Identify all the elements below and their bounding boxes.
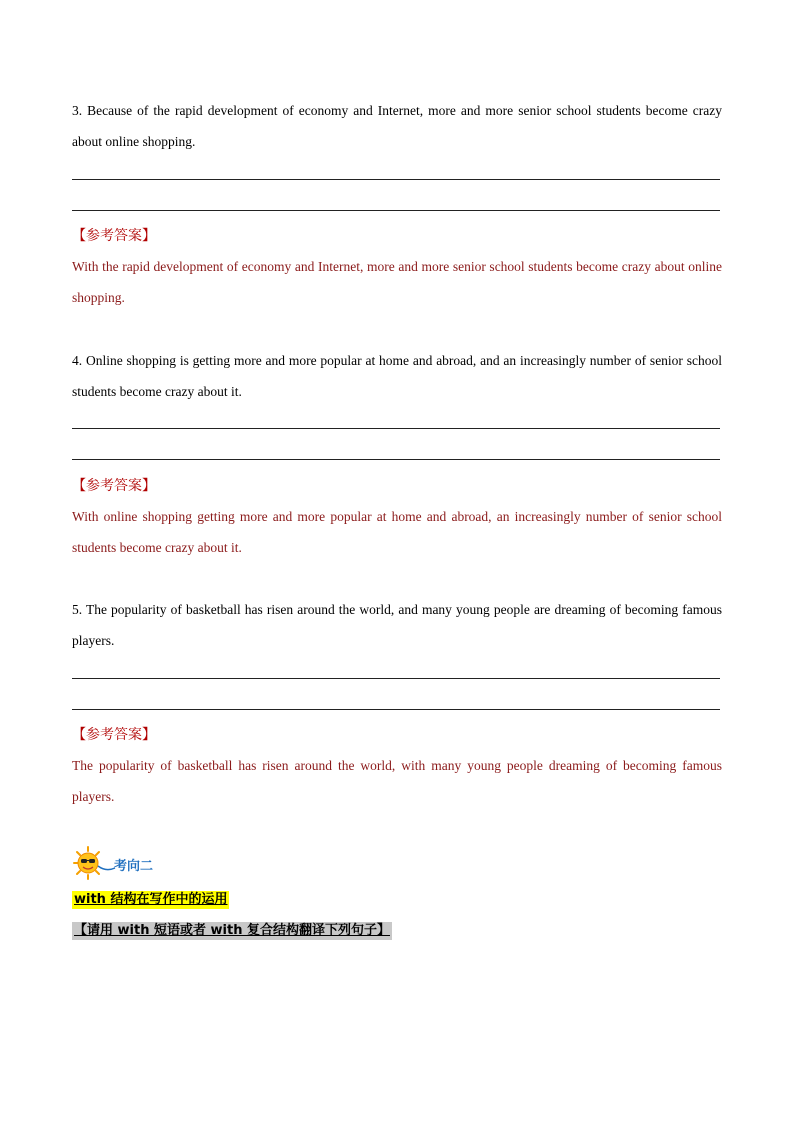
question-4-answer: With online shopping getting more and more popular at home and abroad, an increasingly number of senior school students become crazy about it. <box>72 509 722 555</box>
answer-line <box>72 678 720 679</box>
question-3-answer: With the rapid development of economy and Internet, more and more senior school students become crazy about online shopping. <box>72 259 722 305</box>
answer-label: 【参考答案】 <box>72 228 156 244</box>
section-title: 考向二 <box>114 859 154 874</box>
answer-line <box>72 459 720 460</box>
question-5-answer: The popularity of basketball has risen around the world, with many young people dreaming of becoming famous players. <box>72 758 722 804</box>
question-4-text: 4. Online shopping is getting more and more popular at home and abroad, and an increasingly number of senior school students become crazy about it. <box>72 353 722 399</box>
answer-line <box>72 179 720 180</box>
answer-line <box>72 709 720 710</box>
question-5-text: 5. The popularity of basketball has risen around the world, and many young people are dreaming of becoming famous players. <box>72 602 722 648</box>
question-3-text: 3. Because of the rapid development of economy and Internet, more and more senior school students become crazy about online shopping. <box>72 103 722 149</box>
answer-line <box>72 210 720 211</box>
answer-label: 【参考答案】 <box>72 478 156 494</box>
answer-line <box>72 428 720 429</box>
answer-label: 【参考答案】 <box>72 727 156 743</box>
section-instruction: 【请用 with 短语或者 with 复合结构翻译下列句子】 <box>74 923 390 938</box>
sun-with-sunglasses-icon <box>72 846 116 880</box>
section-heading: with 结构在写作中的运用 <box>74 892 228 907</box>
